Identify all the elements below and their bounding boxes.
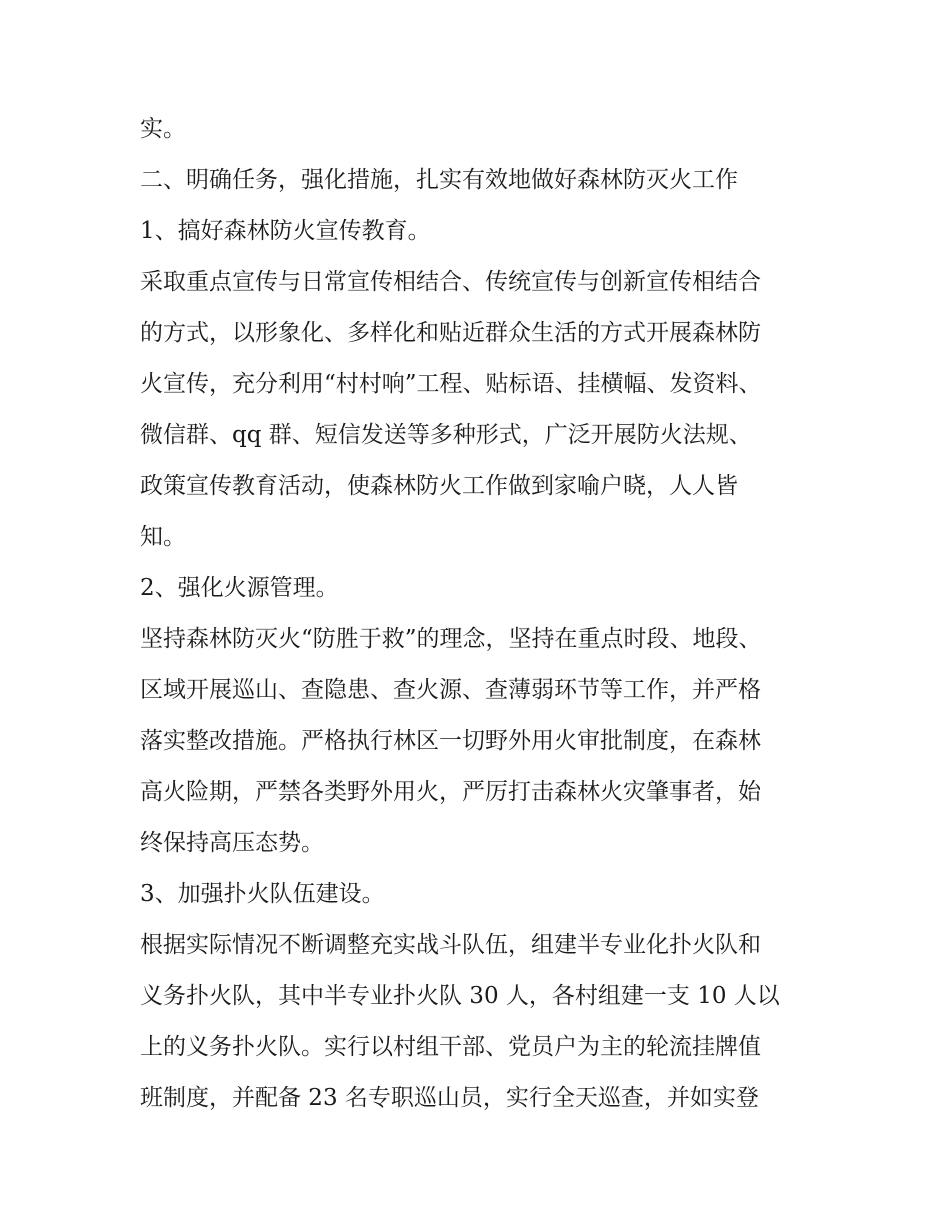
paragraph-line: 的方式，以形象化、多样化和贴近群众生活的方式开展森林防	[140, 320, 761, 346]
paragraph-line: 义务扑火队，其中半专业扑火队 30 人，各村组建一支 10 人以	[140, 983, 780, 1009]
paragraph-line: 落实整改措施。严格执行林区一切野外用火审批制度，在森林	[140, 728, 761, 754]
paragraph-line: 坚持森林防灭火“防胜于救”的理念，坚持在重点时段、地段、	[140, 626, 762, 652]
paragraph-continuation: 实。	[140, 116, 186, 142]
paragraph-line: 火宣传，充分利用“村村响”工程、贴标语、挂横幅、发资料、	[140, 371, 762, 397]
paragraph-line: 采取重点宣传与日常宣传相结合、传统宣传与创新宣传相结合	[140, 269, 761, 295]
subheading-3: 3、加强扑火队伍建设。	[140, 881, 385, 907]
paragraph-line: 政策宣传教育活动，使森林防火工作做到家喻户晓，人人皆	[140, 473, 738, 499]
subheading-2: 2、强化火源管理。	[140, 575, 339, 601]
paragraph-line: 终保持高压态势。	[140, 830, 324, 856]
subheading-1: 1、搞好森林防火宣传教育。	[140, 218, 431, 244]
document-body	[140, 104, 820, 1124]
paragraph-line: 区域开展巡山、查隐患、查火源、查薄弱环节等工作，并严格	[140, 677, 761, 703]
paragraph-line: 微信群、qq 群、短信发送等多种形式，广泛开展防火法规、	[140, 422, 752, 448]
paragraph-line: 根据实际情况不断调整充实战斗队伍，组建半专业化扑火队和	[140, 932, 761, 958]
paragraph-line: 上的义务扑火队。实行以村组干部、党员户为主的轮流挂牌值	[140, 1034, 761, 1060]
paragraph-line: 知。	[140, 524, 186, 550]
section-heading: 二、明确任务，强化措施，扎实有效地做好森林防灭火工作	[140, 167, 738, 193]
paragraph-line: 高火险期，严禁各类野外用火，严厉打击森林火灾肇事者，始	[140, 779, 761, 805]
paragraph-line: 班制度，并配备 23 名专职巡山员，实行全天巡查，并如实登	[140, 1085, 759, 1111]
